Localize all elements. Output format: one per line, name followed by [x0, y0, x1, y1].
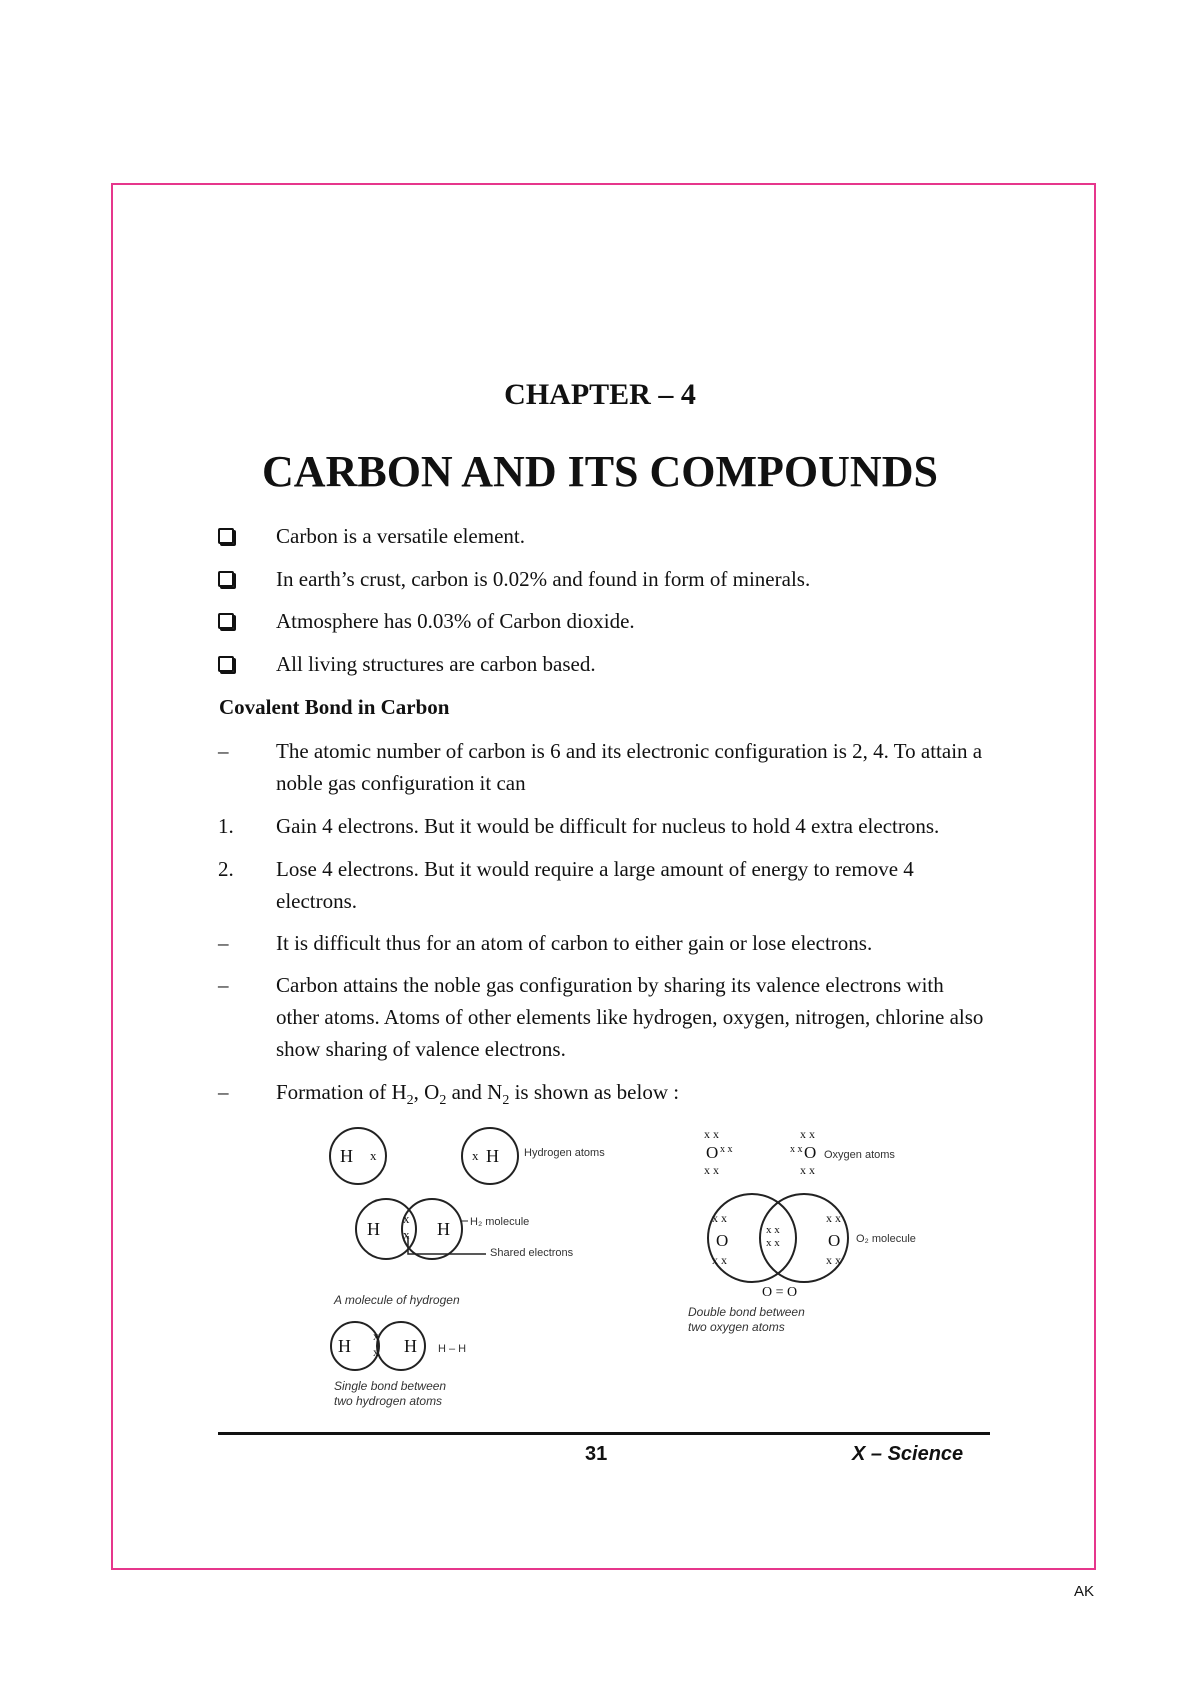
- diagram-label: H₂ molecule: [470, 1216, 530, 1228]
- atom-symbol: O: [828, 1231, 841, 1250]
- item-marker: –: [218, 931, 229, 955]
- bullet-text: All living structures are carbon based.: [276, 652, 596, 676]
- electron-pair: x x: [712, 1253, 727, 1267]
- item-text: It is difficult thus for an atom of carbon to either gain or lose electrons.: [276, 931, 873, 955]
- bullet-text: Atmosphere has 0.03% of Carbon dioxide.: [276, 609, 635, 633]
- electron-pair: x x: [800, 1127, 815, 1141]
- diagram-caption: two oxygen atoms: [688, 1320, 785, 1334]
- atom-symbol: H: [486, 1146, 499, 1166]
- bond-formula: H – H: [438, 1343, 467, 1355]
- diagram-caption: A molecule of hydrogen: [334, 1293, 460, 1307]
- diagram-label: O₂ molecule: [856, 1233, 916, 1245]
- electron-mark: x: [403, 1227, 410, 1242]
- item-text: Lose 4 electrons. But it would require a large amount of energy to remove 4 electrons.: [276, 857, 914, 913]
- atom-symbol: O: [804, 1143, 817, 1162]
- bullet-icon: [218, 520, 234, 553]
- formation-text: Formation of $H_2$, $O_2$ and $N_2$ is shown as below :: [276, 1080, 680, 1109]
- diagram-caption: Single bond between: [334, 1379, 447, 1393]
- shared-electrons: x x: [766, 1224, 780, 1236]
- item-text: The atomic number of carbon is 6 and its electronic configuration is 2, 4. To attain a noble gas configuration it can: [276, 739, 983, 795]
- electron-pair: x x: [790, 1144, 803, 1155]
- bullet-icon: [218, 648, 234, 681]
- atom-symbol: O: [716, 1231, 729, 1250]
- electron-pair: x x: [826, 1211, 841, 1225]
- oxygen-diagram: [680, 1118, 940, 1348]
- electron-pair: x x: [704, 1163, 719, 1177]
- electron-mark: x: [373, 1329, 379, 1343]
- diagram-caption: two hydrogen atoms: [334, 1394, 443, 1408]
- bullet-text: In earth’s crust, carbon is 0.02% and found in form of minerals.: [276, 567, 811, 591]
- atom-symbol: O: [706, 1143, 719, 1162]
- diagram-label: Shared electrons: [490, 1247, 574, 1259]
- hydrogen-atom-shell: [330, 1128, 386, 1184]
- item-marker: –: [218, 739, 229, 763]
- item-text: Gain 4 electrons. But it would be difficult for nucleus to hold 4 extra electrons.: [276, 814, 940, 838]
- hydrogen-diagram: [320, 1118, 620, 1418]
- electron-mark: x: [373, 1345, 379, 1359]
- shared-electrons: x x: [766, 1237, 780, 1249]
- corner-mark: AK: [1074, 1583, 1095, 1600]
- atom-symbol: H: [437, 1219, 450, 1239]
- electron-pair: x x: [712, 1211, 727, 1225]
- chapter-title: CARBON AND ITS COMPOUNDS: [262, 447, 938, 496]
- electron-pair: x x: [826, 1253, 841, 1267]
- footer-rule: [218, 1432, 990, 1435]
- bullet-text: Carbon is a versatile element.: [276, 524, 525, 548]
- electron-mark: x: [403, 1211, 410, 1226]
- atom-symbol: H: [404, 1336, 417, 1356]
- item-marker: –: [218, 1080, 229, 1104]
- diagram-label: Oxygen atoms: [824, 1149, 895, 1161]
- electron-pair: x x: [720, 1144, 733, 1155]
- electron-mark: x: [370, 1148, 377, 1163]
- diagram-label: Hydrogen atoms: [524, 1147, 605, 1159]
- section-heading: Covalent Bond in Carbon: [219, 695, 450, 719]
- page-number: 31: [585, 1443, 608, 1465]
- footer-subject: X – Science: [852, 1443, 964, 1465]
- atom-symbol: H: [338, 1336, 351, 1356]
- item-marker: 2.: [218, 857, 234, 881]
- chapter-number: CHAPTER – 4: [504, 378, 696, 411]
- h2-shell-right: [402, 1199, 462, 1259]
- item-marker: 1.: [218, 814, 234, 838]
- h2-bond-shell-right: [377, 1322, 425, 1370]
- diagram-caption: Double bond between: [688, 1305, 805, 1319]
- atom-symbol: H: [340, 1146, 353, 1166]
- item-marker: –: [218, 973, 229, 997]
- bond-formula: O = O: [762, 1285, 798, 1300]
- atom-symbol: H: [367, 1219, 380, 1239]
- bullet-icon: [218, 563, 234, 596]
- electron-pair: x x: [800, 1163, 815, 1177]
- item-text: Carbon attains the noble gas configuration by sharing its valence electrons with other atoms. Atoms of other elements like hydrogen, oxygen, nitrogen, chlorine also show sharing of valence electrons.: [276, 973, 984, 1061]
- bullet-icon: [218, 605, 234, 638]
- electron-mark: x: [472, 1148, 479, 1163]
- electron-pair: x x: [704, 1127, 719, 1141]
